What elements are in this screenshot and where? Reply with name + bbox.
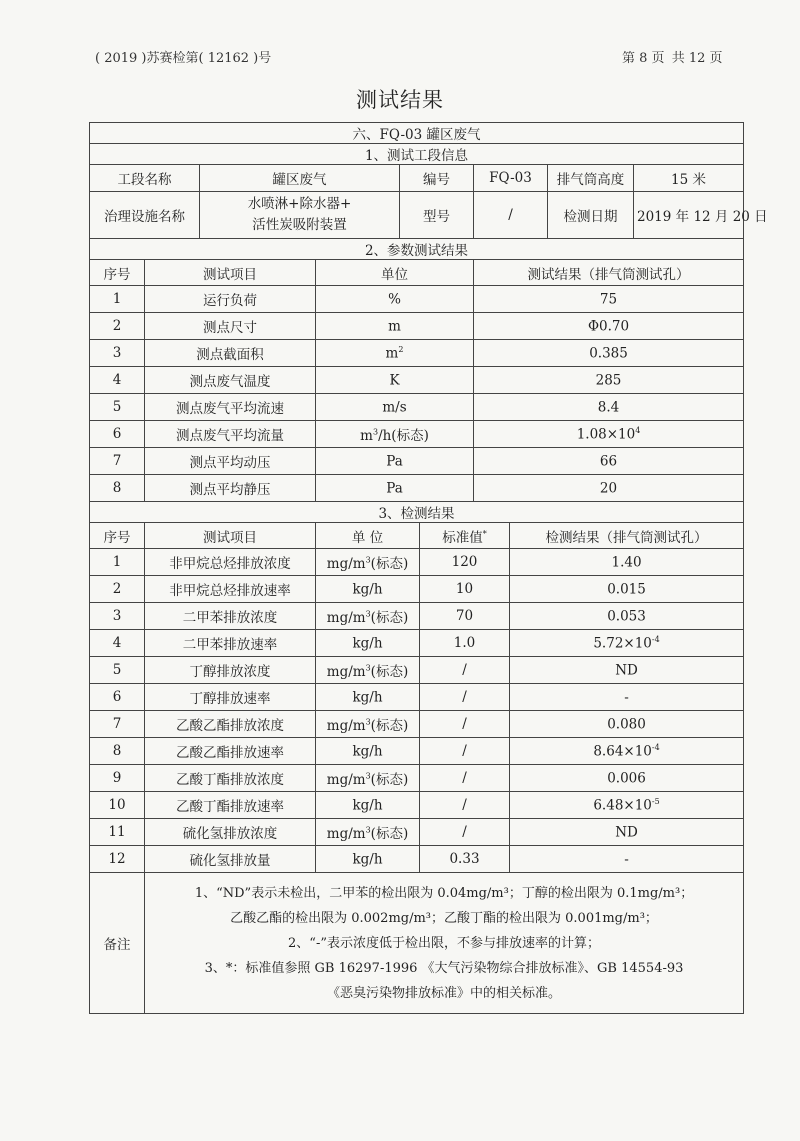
row-standard: / [420, 711, 510, 738]
note-line: 乙酸乙酯的检出限为 0.002mg/m³；乙酸丁酯的检出限为 0.001mg/m³； [230, 910, 658, 926]
row-item: 丁醇排放浓度 [145, 657, 316, 684]
row-no: 9 [90, 765, 145, 792]
row-unit [316, 765, 420, 792]
row-result [474, 313, 744, 340]
note-line: 《恶臭污染物排放标准》中的相关标准。 [327, 985, 562, 1001]
params-heading: 2、参数测试结果 [90, 239, 744, 260]
note-line: 1、“ND”表示未检出，二甲苯的检出限为 0.04mg/m³；丁醇的检出限为 0.1mg/m³； [194, 885, 694, 901]
row-result-sup: 4 [635, 425, 641, 435]
row-no: 4 [90, 630, 145, 657]
row-result [510, 711, 744, 738]
params-body [90, 286, 744, 502]
row-result-text: - [624, 689, 629, 706]
row-standard: / [420, 657, 510, 684]
notes-row [90, 873, 744, 1014]
row-result-text: ND [615, 662, 638, 679]
row-no: 7 [90, 711, 145, 738]
results-header-row [90, 523, 744, 549]
row-unit [316, 738, 420, 765]
label-treatment-facility: 治理设施名称 [90, 192, 200, 239]
row-unit [316, 448, 474, 475]
row-standard: 10 [420, 576, 510, 603]
value-section-name: 罐区废气 [200, 165, 400, 192]
row-result-text: 8.64×10 [593, 743, 652, 760]
row-item: 测点截面积 [145, 340, 316, 367]
row-unit-tail: (标态) [370, 772, 409, 788]
row-no: 5 [90, 657, 145, 684]
row-standard: / [420, 738, 510, 765]
row-standard: / [420, 684, 510, 711]
col-result: 测试结果（排气筒测试孔） [474, 260, 744, 286]
row-unit-sup: 3 [365, 555, 371, 565]
row-result [474, 367, 744, 394]
row-result-text: 75 [599, 291, 618, 308]
row-item: 非甲烷总烃排放速率 [145, 576, 316, 603]
result-row [90, 576, 744, 603]
params-heading-row [90, 239, 744, 260]
row-unit-text: mg/m [326, 772, 366, 788]
row-result-text: 1.08×10 [576, 426, 636, 443]
row-unit [316, 630, 420, 657]
row-item: 乙酸乙酯排放浓度 [145, 711, 316, 738]
section-title: 六、FQ-03 罐区废气 [90, 123, 744, 144]
row-no: 6 [90, 421, 145, 448]
row-unit [316, 340, 474, 367]
row-result-text: 66 [599, 453, 618, 470]
row-unit-text: Pa [386, 480, 403, 497]
row-unit [316, 286, 474, 313]
param-row [90, 448, 744, 475]
row-no: 2 [90, 576, 145, 603]
param-row [90, 286, 744, 313]
row-no: 8 [90, 475, 145, 502]
result-row [90, 846, 744, 873]
row-unit-tail: (标态) [370, 826, 409, 842]
row-unit [316, 684, 420, 711]
row-no: 4 [90, 367, 145, 394]
row-no: 12 [90, 846, 145, 873]
result-row [90, 630, 744, 657]
row-result [510, 792, 744, 819]
row-unit [316, 421, 474, 448]
row-result [474, 340, 744, 367]
page-current: 第 8 页 [622, 51, 665, 66]
row-result-text: ND [615, 824, 638, 841]
result-row [90, 603, 744, 630]
row-unit-text: m [360, 428, 373, 444]
col-no: 序号 [90, 260, 145, 286]
param-row [90, 367, 744, 394]
row-unit [316, 576, 420, 603]
row-unit-sup: 3 [365, 825, 371, 835]
work-info-heading-row [90, 144, 744, 165]
row-no: 6 [90, 684, 145, 711]
facility-line-1: 水喷淋+除水器+ [247, 196, 352, 212]
results-heading: 3、检测结果 [90, 502, 744, 523]
row-result [510, 765, 744, 792]
result-row [90, 738, 744, 765]
row-unit [316, 711, 420, 738]
row-unit [316, 846, 420, 873]
row-unit [316, 792, 420, 819]
row-unit-sup: 3 [365, 609, 371, 619]
row-no: 8 [90, 738, 145, 765]
row-item: 乙酸丁酯排放速率 [145, 792, 316, 819]
row-item: 硫化氢排放浓度 [145, 819, 316, 846]
row-result-text: 285 [595, 372, 622, 389]
result-row [90, 765, 744, 792]
row-no: 10 [90, 792, 145, 819]
row-item: 二甲苯排放浓度 [145, 603, 316, 630]
row-no: 3 [90, 603, 145, 630]
notes-content [145, 873, 744, 1014]
row-unit [316, 313, 474, 340]
col-item: 测试项目 [145, 523, 316, 549]
param-row [90, 394, 744, 421]
row-unit-text: mg/m [326, 664, 366, 680]
row-result-text: 0.006 [607, 770, 646, 787]
row-result-text: 0.053 [607, 608, 646, 625]
row-result [510, 657, 744, 684]
row-standard: 0.33 [420, 846, 510, 873]
row-unit-text: mg/m [326, 610, 366, 626]
row-unit [316, 394, 474, 421]
result-row [90, 819, 744, 846]
row-result-text: 0.015 [607, 581, 646, 598]
row-item: 测点废气平均流量 [145, 421, 316, 448]
value-test-date: 2019 年 12 月 20 日 [634, 192, 744, 239]
row-result-text: 1.40 [611, 554, 642, 571]
work-info-row-2 [90, 192, 744, 239]
row-item: 测点废气平均流速 [145, 394, 316, 421]
param-row [90, 421, 744, 448]
row-result [510, 549, 744, 576]
row-item: 乙酸乙酯排放速率 [145, 738, 316, 765]
row-result [510, 819, 744, 846]
label-stack-height: 排气筒高度 [548, 165, 634, 192]
note-line: 3、*：标准值参照 GB 16297-1996 《大气污染物综合排放标准》、GB 14554-93 [204, 960, 684, 976]
col-unit: 单 位 [316, 523, 420, 549]
row-unit-text: kg/h [352, 743, 383, 760]
row-result-text: 20 [599, 480, 618, 497]
row-unit-text: kg/h [352, 851, 383, 868]
facility-line-2: 活性炭吸附装置 [252, 217, 347, 233]
row-unit-sup: 3 [365, 717, 371, 727]
row-no: 7 [90, 448, 145, 475]
param-row [90, 340, 744, 367]
row-unit-tail: (标态) [370, 556, 409, 572]
row-unit-sup: 3 [365, 663, 371, 673]
row-result-text: - [624, 851, 629, 868]
row-unit-tail: (标态) [370, 664, 409, 680]
row-result-text: 6.48×10 [593, 797, 652, 814]
result-row [90, 549, 744, 576]
row-unit-text: mg/m [326, 718, 366, 734]
section-title-row [90, 123, 744, 144]
row-unit-text: % [388, 291, 401, 308]
row-item: 运行负荷 [145, 286, 316, 313]
row-item: 硫化氢排放量 [145, 846, 316, 873]
value-stack-height: 15 米 [634, 165, 744, 192]
row-unit-text: kg/h [352, 797, 383, 814]
row-result-sup: -5 [651, 796, 660, 806]
row-unit [316, 603, 420, 630]
row-unit-tail: (标态) [370, 610, 409, 626]
row-unit-tail: /h(标态) [378, 428, 429, 444]
row-result-sup: -4 [651, 742, 660, 752]
row-unit-sup: 3 [372, 427, 379, 437]
row-no: 1 [90, 549, 145, 576]
label-code: 编号 [400, 165, 474, 192]
page-total: 共 12 页 [671, 51, 723, 66]
row-unit [316, 367, 474, 394]
row-result [474, 448, 744, 475]
label-test-date: 检测日期 [548, 192, 634, 239]
row-result [510, 738, 744, 765]
row-no: 3 [90, 340, 145, 367]
result-row [90, 711, 744, 738]
row-result [510, 603, 744, 630]
result-row [90, 684, 744, 711]
row-item: 丁醇排放速率 [145, 684, 316, 711]
work-info-heading: 1、测试工段信息 [90, 144, 744, 165]
row-result-text: 5.72×10 [593, 635, 652, 652]
row-standard: / [420, 792, 510, 819]
row-unit-text: Pa [386, 453, 403, 470]
row-result [474, 394, 744, 421]
label-section-name: 工段名称 [90, 165, 200, 192]
label-model: 型号 [400, 192, 474, 239]
row-result-sup: -4 [651, 634, 660, 644]
row-result [510, 576, 744, 603]
row-unit-text: kg/h [352, 689, 383, 706]
row-item: 乙酸丁酯排放浓度 [145, 765, 316, 792]
row-result [474, 475, 744, 502]
row-unit-text: mg/m [326, 556, 366, 572]
row-item: 二甲苯排放速率 [145, 630, 316, 657]
report-number: ( 2019 )苏赛检第( 12162 )号 [95, 51, 272, 66]
col-result: 检测结果（排气筒测试孔） [510, 523, 744, 549]
row-item: 测点平均静压 [145, 475, 316, 502]
results-table [89, 122, 768, 1014]
row-unit-text: m/s [382, 399, 407, 416]
row-unit-sup: 3 [365, 771, 371, 781]
row-no: 11 [90, 819, 145, 846]
row-item: 测点平均动压 [145, 448, 316, 475]
row-unit [316, 819, 420, 846]
standard-asterisk: * [482, 529, 487, 538]
value-model: / [474, 192, 548, 239]
row-result [474, 421, 744, 448]
row-result-text: Φ0.70 [587, 318, 630, 335]
row-unit [316, 549, 420, 576]
row-item: 测点尺寸 [145, 313, 316, 340]
row-unit-text: kg/h [352, 581, 383, 598]
row-standard: / [420, 819, 510, 846]
col-item: 测试项目 [145, 260, 316, 286]
note-line: 2、“-”表示浓度低于检出限，不参与排放速率的计算； [288, 935, 600, 951]
row-unit [316, 657, 420, 684]
param-row [90, 313, 744, 340]
row-result-text: 8.4 [597, 399, 620, 416]
row-no: 1 [90, 286, 145, 313]
page-indicator [622, 47, 726, 66]
results-heading-row [90, 502, 744, 523]
row-result-text: 0.080 [607, 716, 646, 733]
row-unit [316, 475, 474, 502]
value-treatment-facility [200, 192, 400, 239]
row-unit-tail: (标态) [370, 718, 409, 734]
row-unit-text: m [388, 318, 401, 335]
notes-label: 备注 [90, 873, 145, 1014]
row-unit-text: mg/m [326, 826, 366, 842]
row-result [510, 630, 744, 657]
col-unit: 单位 [316, 260, 474, 286]
row-unit-text: m [385, 345, 399, 362]
row-unit-sup: 2 [398, 344, 404, 354]
row-no: 2 [90, 313, 145, 340]
page-title: 测试结果 [356, 88, 444, 112]
col-no: 序号 [90, 523, 145, 549]
row-item: 测点废气温度 [145, 367, 316, 394]
row-unit-text: K [389, 372, 400, 389]
col-standard: 标准值* [420, 523, 510, 549]
row-standard: / [420, 765, 510, 792]
row-result-text: 0.385 [589, 345, 628, 362]
work-info-row-1 [90, 165, 744, 192]
results-body [90, 549, 744, 873]
row-item: 非甲烷总烃排放浓度 [145, 549, 316, 576]
param-row [90, 475, 744, 502]
row-standard: 120 [420, 549, 510, 576]
row-unit-text: kg/h [352, 635, 383, 652]
result-row [90, 657, 744, 684]
row-standard: 70 [420, 603, 510, 630]
result-row [90, 792, 744, 819]
row-standard: 1.0 [420, 630, 510, 657]
row-result [510, 684, 744, 711]
params-header-row [90, 260, 744, 286]
row-result [474, 286, 744, 313]
row-result [510, 846, 744, 873]
value-code: FQ-03 [474, 165, 548, 192]
row-no: 5 [90, 394, 145, 421]
